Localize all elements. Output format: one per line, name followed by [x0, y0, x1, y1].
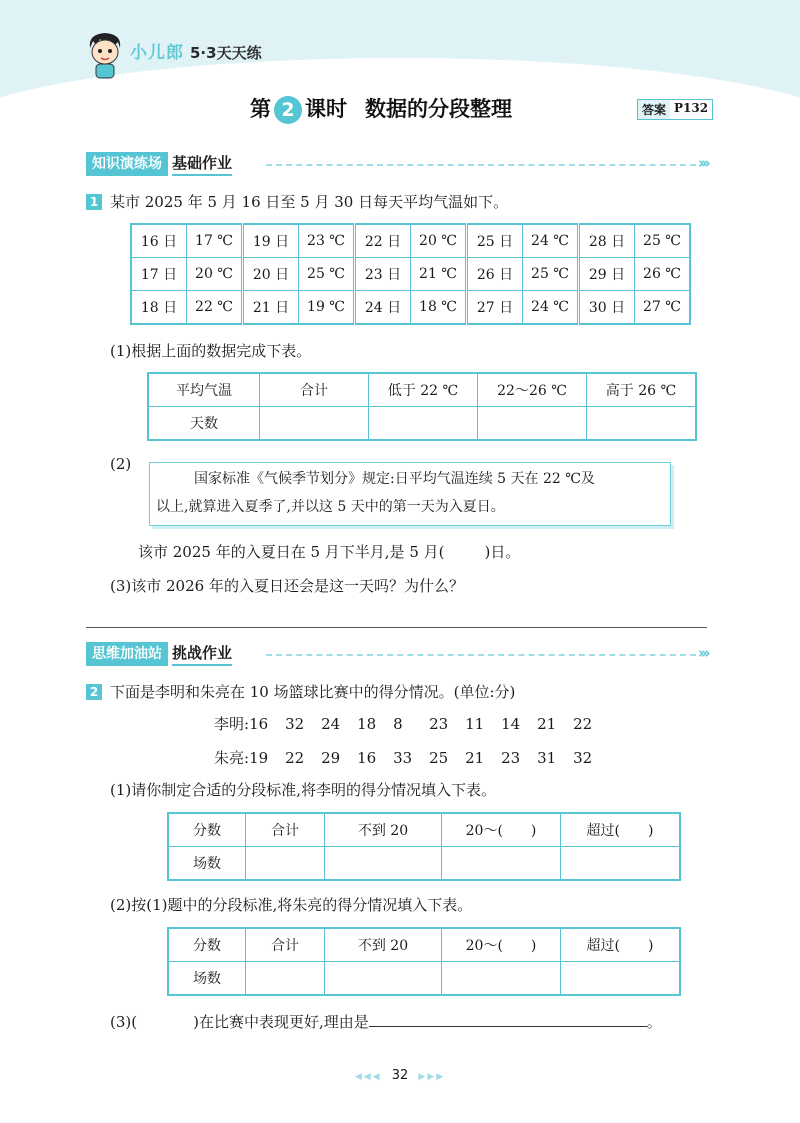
- right-triangles-icon: ▶▶▶: [418, 1072, 446, 1082]
- answer-cell[interactable]: [246, 962, 325, 996]
- table-cell: 27 ℃: [635, 291, 691, 325]
- table-row: [148, 407, 696, 441]
- score: 31: [537, 749, 557, 767]
- liming-scores: [214, 713, 592, 734]
- table-cell: 23 ℃: [299, 224, 355, 258]
- score: 16: [357, 749, 377, 767]
- score: 11: [465, 715, 485, 733]
- table-row: [131, 224, 690, 258]
- regulation-note-box: [149, 462, 671, 526]
- zhuliang-score-table: [167, 927, 681, 996]
- score: 25: [429, 749, 449, 767]
- table-row: [168, 962, 680, 996]
- answer-cell[interactable]: [442, 962, 561, 996]
- question-number: 2: [86, 684, 102, 700]
- lesson-suffix: 课时: [305, 97, 347, 121]
- section-subtitle: 挑战作业: [172, 642, 232, 666]
- answer-cell[interactable]: [561, 847, 681, 881]
- table-row-label: 场数: [168, 847, 246, 881]
- score: 8: [393, 715, 403, 733]
- table-header-cell: 不到 20: [325, 928, 442, 962]
- table-cell: 26 日: [467, 258, 523, 291]
- brand-main: 小儿郎: [130, 43, 184, 63]
- table-header-cell: 高于 26 ℃: [587, 373, 697, 407]
- question-2-part-2: (2)按(1)题中的分段标准,将朱亮的得分情况填入下表。: [110, 896, 473, 914]
- answer-cell[interactable]: [442, 847, 561, 881]
- reason-answer-line[interactable]: [369, 1026, 647, 1027]
- note-line: 国家标准《气候季节划分》规定:日平均气温连续 5 天在 22 ℃及: [194, 471, 595, 487]
- score: 24: [321, 715, 341, 733]
- table-cell: 17 ℃: [187, 224, 243, 258]
- answer-line[interactable]: [86, 627, 707, 628]
- table-row-label: 场数: [168, 962, 246, 996]
- table-header-cell: 分数: [168, 928, 246, 962]
- question-text: )在比赛中表现更好,理由是: [193, 1013, 369, 1031]
- table-header-cell: 20～( ): [442, 813, 561, 847]
- table-cell: 18 日: [131, 291, 187, 325]
- table-cell: 24 ℃: [523, 224, 579, 258]
- answer-label: 答案: [638, 100, 670, 119]
- table-header-cell: 不到 20: [325, 813, 442, 847]
- table-cell: 16 日: [131, 224, 187, 258]
- table-cell: 24 日: [355, 291, 411, 325]
- section-tag: 知识演练场: [86, 152, 168, 176]
- score: 18: [357, 715, 377, 733]
- table-cell: 30 日: [579, 291, 635, 325]
- table-cell: 25 ℃: [635, 224, 691, 258]
- liming-score-table: [167, 812, 681, 881]
- table-cell: 29 日: [579, 258, 635, 291]
- table-cell: 24 ℃: [523, 291, 579, 325]
- score: 21: [465, 749, 485, 767]
- table-row-label: 天数: [148, 407, 260, 441]
- question-1-part-2-question: [138, 541, 520, 562]
- table-cell: 20 ℃: [411, 224, 467, 258]
- lesson-topic: 数据的分段整理: [365, 97, 512, 121]
- table-cell: 18 ℃: [411, 291, 467, 325]
- page-footer: [340, 1068, 460, 1083]
- question-text: 该市 2025 年的入夏日在 5 月下半月,是 5 月(: [138, 543, 445, 561]
- score: 33: [393, 749, 413, 767]
- temperature-table: [130, 223, 691, 325]
- question-2-part-1: (1)请你制定合适的分段标准,将李明的得分情况填入下表。: [110, 781, 497, 799]
- table-header-cell: 分数: [168, 813, 246, 847]
- brand-sub: 5·3天天练: [190, 44, 262, 62]
- table-cell: 20 ℃: [187, 258, 243, 291]
- table-row: [168, 847, 680, 881]
- brand-logo: [130, 38, 262, 63]
- section-basic-header: [86, 152, 708, 176]
- table-cell: 19 日: [243, 224, 299, 258]
- table-cell: 23 日: [355, 258, 411, 291]
- answer-reference: [637, 99, 713, 120]
- table-header-cell: 合计: [246, 928, 325, 962]
- section-challenge-header: [86, 642, 708, 666]
- section-divider: [266, 164, 696, 166]
- answer-page: P132: [674, 101, 709, 115]
- answer-cell[interactable]: [587, 407, 697, 441]
- double-chevron-icon: ›››: [698, 154, 708, 172]
- table-cell: 21 日: [243, 291, 299, 325]
- answer-cell[interactable]: [260, 407, 369, 441]
- table-header-cell: 平均气温: [148, 373, 260, 407]
- table-cell: 25 日: [467, 224, 523, 258]
- question-text: 。: [646, 1013, 662, 1031]
- table-cell: 25 ℃: [523, 258, 579, 291]
- answer-cell[interactable]: [478, 407, 587, 441]
- score: 22: [573, 715, 593, 733]
- table-cell: 22 ℃: [187, 291, 243, 325]
- lesson-prefix: 第: [250, 97, 271, 121]
- section-divider: [266, 654, 696, 656]
- table-header-cell: 合计: [246, 813, 325, 847]
- left-triangles-icon: ◀◀◀: [354, 1072, 382, 1082]
- question-number: 1: [86, 194, 102, 210]
- score: 32: [285, 715, 305, 733]
- question-text: (3)(: [110, 1013, 138, 1031]
- table-cell: 25 ℃: [299, 258, 355, 291]
- question-text: 某市 2025 年 5 月 16 日至 5 月 30 日每天平均气温如下。: [110, 193, 509, 211]
- table-header-cell: 超过( ): [561, 928, 681, 962]
- table-header-cell: 低于 22 ℃: [369, 373, 478, 407]
- table-header-row: [148, 373, 696, 407]
- section-subtitle: 基础作业: [172, 152, 232, 176]
- section-tag: 思维加油站: [86, 642, 168, 666]
- table-cell: 20 日: [243, 258, 299, 291]
- table-row: [131, 258, 690, 291]
- score: 23: [429, 715, 449, 733]
- question-1-stem: [86, 191, 508, 212]
- question-text: 下面是李明和朱亮在 10 场篮球比赛中的得分情况。(单位:分): [110, 683, 516, 701]
- note-line: 以上,就算进入夏季了,并以这 5 天中的第一天为入夏日。: [156, 499, 505, 515]
- player-label: 朱亮:: [214, 749, 250, 767]
- table-header-cell: 超过( ): [561, 813, 681, 847]
- question-1-part-1: (1)根据上面的数据完成下表。: [110, 342, 312, 360]
- answer-cell[interactable]: [325, 962, 442, 996]
- table-cell: 21 ℃: [411, 258, 467, 291]
- score: 29: [321, 749, 341, 767]
- question-text: )日。: [484, 543, 521, 561]
- player-label: 李明:: [214, 715, 250, 733]
- question-1-part-2-label: (2): [110, 455, 132, 473]
- table-row: [131, 291, 690, 325]
- score: 14: [501, 715, 521, 733]
- page-number: 32: [391, 1068, 409, 1083]
- table-header-row: [168, 928, 680, 962]
- lesson-number-badge: 2: [274, 96, 302, 124]
- zhuliang-scores: [214, 747, 592, 768]
- table-cell: 27 日: [467, 291, 523, 325]
- table-header-row: [168, 813, 680, 847]
- score: 32: [573, 749, 593, 767]
- question-1-part-3: (3)该市 2026 年的入夏日还会是这一天吗？为什么？: [110, 577, 464, 595]
- table-cell: 28 日: [579, 224, 635, 258]
- score: 21: [537, 715, 557, 733]
- table-header-cell: 20～( ): [442, 928, 561, 962]
- boy-mascot-icon: [84, 30, 126, 80]
- score: 22: [285, 749, 305, 767]
- score: 19: [249, 749, 269, 767]
- table-header-cell: 合计: [260, 373, 369, 407]
- table-cell: 19 ℃: [299, 291, 355, 325]
- lesson-title: [250, 93, 512, 124]
- question-2-part-3: [110, 1011, 662, 1032]
- answer-cell[interactable]: [246, 847, 325, 881]
- table-cell: 17 日: [131, 258, 187, 291]
- table-header-cell: 22～26 ℃: [478, 373, 587, 407]
- score: 16: [249, 715, 269, 733]
- temperature-summary-table: [147, 372, 697, 441]
- double-chevron-icon: ›››: [698, 644, 708, 662]
- table-cell: 26 ℃: [635, 258, 691, 291]
- table-cell: 22 日: [355, 224, 411, 258]
- answer-cell[interactable]: [561, 962, 681, 996]
- score: 23: [501, 749, 521, 767]
- question-2-stem: [86, 681, 515, 702]
- answer-cell[interactable]: [325, 847, 442, 881]
- answer-cell[interactable]: [369, 407, 478, 441]
